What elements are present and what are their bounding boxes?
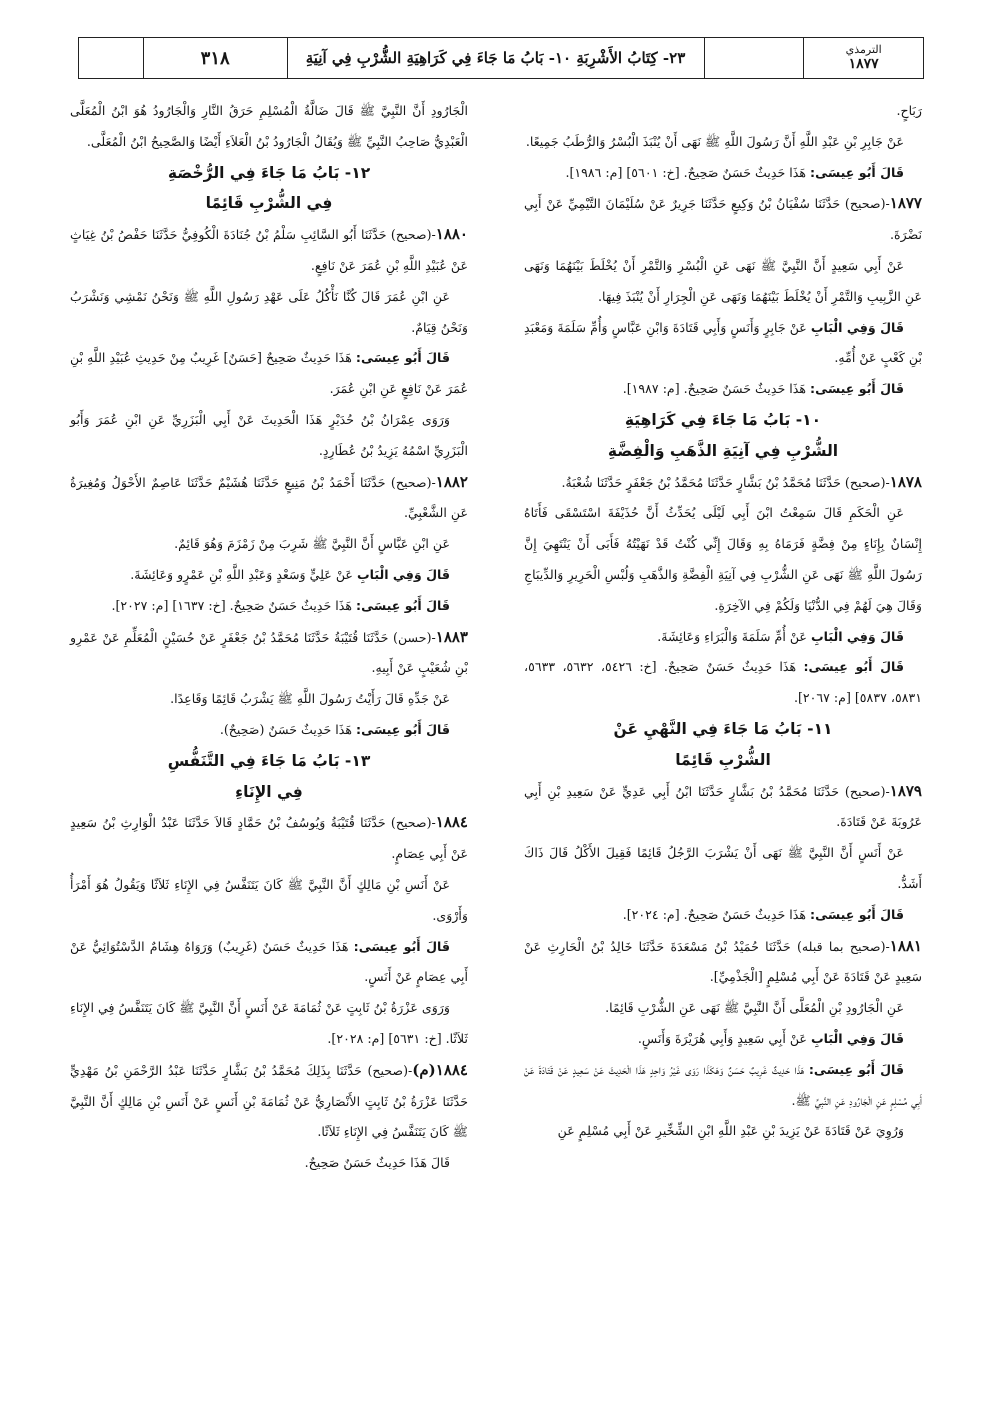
paragraph-text: قَالَ هَذَا حَدِيثٌ حَسَنٌ صَحِيحٌ.: [304, 1155, 450, 1171]
section-heading: ١٠- بَابُ مَا جَاءَ فِي كَرَاهِيَةِ: [624, 410, 822, 429]
paragraph: [70, 96, 468, 158]
paragraph-text: عَنِ الْجَارُودِ بْنِ الْمُعَلَّى أَنَّ النَّبِيَّ ﷺ نَهَى عَنِ الشُّرْبِ قَائِمًا.: [605, 1000, 904, 1016]
paragraph: [70, 807, 468, 870]
paragraph: [524, 1055, 922, 1117]
paragraph-text: عَنْ جَدِّهِ قَالَ رَأَيْتُ رَسُولَ اللَّهِ ﷺ يَشْرَبُ قَائِمًا وَقَاعِدًا.: [170, 691, 450, 707]
paragraph-text: -(صحيح) حَدَّثَنَا أَحْمَدُ بْنُ مَنِيعٍ حَدَّثَنَا هُشَيْمٌ حَدَّثَنَا عَاصِمٌ الأَحْوَلُ وَمُغِيرَةُ عَنِ الشَّعْبِيِّ.: [70, 474, 468, 521]
bold-lead-phrase: قَالَ وَفِي الْبَابِ: [810, 1030, 904, 1046]
bold-lead-phrase: قَالَ أَبُو عِيسَى:: [810, 906, 904, 922]
paragraph: [70, 1055, 468, 1148]
hadith-number: ١٨٧٧: [889, 194, 922, 213]
running-header: [78, 37, 924, 79]
paragraph: [524, 993, 922, 1024]
paragraph-text: عَنْ أُمِّ سَلَمَةَ وَالْبَرَاءِ وَعَائِشَةَ.: [657, 628, 811, 644]
bold-lead-phrase: قَالَ أَبُو عِيسَى:: [808, 1061, 904, 1077]
section-heading: الشُّرْبِ قَائِمًا: [675, 750, 771, 769]
paragraph-text: -(صحيح) حَدَّثَنَا مُحَمَّدُ بْنُ بَشَّارٍ حَدَّثَنَا مُحَمَّدُ بْنُ جَعْفَرٍ حَدَّثَنَا شُعْبَةُ.: [561, 474, 890, 490]
paragraph: [524, 251, 922, 313]
paragraph: [524, 652, 922, 714]
bold-lead-phrase: قَالَ أَبُو عِيسَى:: [355, 350, 450, 366]
paragraph: [70, 405, 468, 467]
bold-lead-phrase: قَالَ أَبُو عِيسَى:: [353, 938, 450, 954]
left-text-column: [70, 96, 468, 1179]
paragraph-text: -(حسن) حَدَّثَنَا قُتَيْبَةُ حَدَّثَنَا مُحَمَّدُ بْنُ جَعْفَرٍ عَنْ حُسَيْنٍ الْمُعَلِّمِ عَنْ عَمْرِو بْنِ شُعَيْبٍ عَنْ أَبِيهِ.: [70, 629, 468, 676]
section-heading: الشُّرْبِ فِي آنِيَةِ الذَّهَبِ وَالْفِضَّةِ: [607, 441, 839, 460]
paragraph-text: هَذَا حَدِيثٌ حَسَنٌ صَحِيحٌ. [خ: ١٦٣٧] [م: ٢٠٢٧].: [111, 597, 357, 613]
paragraph: [70, 529, 468, 560]
header-cell-empty: [704, 38, 804, 78]
paragraph: [70, 622, 468, 685]
paragraph: [70, 993, 468, 1055]
paragraph: [524, 467, 922, 499]
chapter-title: ٢٣- كِتَابُ الأَشْرِبَةِ ١٠- بَابُ مَا جَاءَ فِي كَرَاهِيَةِ الشُّرْبِ فِي آنِيَةِ: [287, 38, 704, 78]
paragraph-text: -(صحيح بما قبله) حَدَّثَنَا حُمَيْدُ بْنُ مَسْعَدَةَ حَدَّثَنَا خَالِدُ بْنُ الْحَارِثِ عَنْ سَعِيدٍ عَنْ قَتَادَةَ عَنْ أَبِي مُسْلِمٍ [الْجَذْمِيِّ].: [524, 938, 922, 985]
paragraph-text: عَنِ ابْنِ عُمَرَ قَالَ كُنَّا نَأْكُلُ عَلَى عَهْدِ رَسُولِ اللَّهِ ﷺ وَنَحْنُ نَمْشِي وَنَشْرَبُ وَنَحْنُ قِيَامٌ.: [70, 288, 468, 335]
paragraph: [524, 158, 922, 189]
paragraph-text: وَرَوَى عِمْرَانُ بْنُ حُدَيْرٍ هَذَا الْحَدِيثَ عَنْ أَبِي الْبَزَرِيِّ عَنِ ابْنِ عُمَرَ وَأَبُو الْبَزَرِيِّ اسْمُهُ يَزِيدُ بْنُ عُطَارِدٍ.: [70, 411, 468, 458]
paragraph-text: عَنْ أَبِي سَعِيدٍ أَنَّ النَّبِيَّ ﷺ نَهَى عَنِ الْبُسْرِ وَالتَّمْرِ أَنْ يُخْلَطَ بَيْنَهُمَا وَنَهَى عَنِ الزَّبِيبِ وَالتَّمْرِ أَنْ يُخْلَطَ بَيْنَهُمَا وَنَهَى عَنِ الْجِرَارِ أَنْ يُنْبَذَ فِيهَا.: [524, 257, 922, 304]
bold-lead-phrase: قَالَ أَبُو عِيسَى:: [810, 164, 904, 180]
hadith-range-number: ١٨٧٧: [848, 56, 879, 73]
paragraph: [70, 282, 468, 344]
bold-lead-phrase: قَالَ أَبُو عِيسَى:: [356, 721, 450, 737]
hadith-number: ١٨٨٣: [435, 627, 468, 646]
hadith-number: ١٨٨٠: [435, 225, 468, 244]
paragraph-text: هَذَا حَدِيثٌ حَسَنٌ صَحِيحٌ. [خ: ٥٦٠١] [م: ١٩٨٦].: [565, 164, 811, 180]
paragraph-text: -(صحيح) حَدَّثَنَا سُفْيَانُ بْنُ وَكِيعٍ حَدَّثَنَا جَرِيرٌ عَنْ سُلَيْمَانَ التَّيْمِيِّ عَنْ أَبِي نَضْرَةَ.: [524, 196, 922, 243]
paragraph-text: هَذَا حَدِيثٌ حَسَنٌ (غَرِيبٌ) وَرَوَاهُ هِشَامٌ الدَّسْتُوَائِيُّ عَنْ أَبِي عِصَامٍ عَنْ أَنَسٍ.: [70, 938, 468, 985]
paragraph: [524, 776, 922, 839]
paragraph-text: الْجَارُودِ أَنَّ النَّبِيَّ ﷺ قَالَ ضَالَّةُ الْمُسْلِمِ حَرَقُ النَّارِ وَالْجَارُودُ هُوَ ابْنُ الْمُعَلَّى الْعَبْدِيُّ صَاحِبُ النَّبِيِّ ﷺ وَيُقَالُ الْجَارُودُ بْنُ الْعَلاَءِ أَيْضًا وَالصَّحِيحُ ابْنُ الْمُعَلَّى.: [70, 103, 468, 149]
paragraph-text: هَذَا حَدِيثٌ حَسَنٌ صَحِيحٌ. [خ: ٥٤٢٦، ٥٦٣٢، ٥٦٣٣، ٥٨٣١، ٥٨٣٧] [م: ٢٠٦٧].: [524, 659, 922, 706]
paragraph-text: عَنْ أَبِي سَعِيدٍ وَأَبِي هُرَيْرَةَ وَأَنَسٍ.: [637, 1030, 811, 1046]
hadith-number: ١٨٧٨: [889, 472, 922, 491]
paragraph-text: هَذَا حَدِيثٌ صَحِيحٌ [حَسَنٌ] غَرِيبٌ مِنْ حَدِيثِ عُبَيْدِ اللَّهِ بْنِ عُمَرَ عَنْ نَافِعٍ عَنِ ابْنِ عُمَرَ.: [70, 350, 468, 397]
paragraph-text: هَذَا حَدِيثٌ حَسَنٌ صَحِيحٌ. [م: ٢٠٢٤].: [622, 906, 811, 922]
paragraph: [70, 715, 468, 746]
paragraph: [524, 188, 922, 251]
paragraph: [70, 1148, 468, 1179]
section-heading: ١٢- بَابُ مَا جَاءَ فِي الرُّخْصَةِ: [167, 163, 371, 182]
section-heading: فِي الإِنَاءِ: [235, 782, 303, 801]
paragraph-text: هَذَا حَدِيثٌ حَسَنٌ (صَحِيحٌ).: [219, 721, 357, 737]
paragraph: [70, 467, 468, 530]
paragraph-text: عَنْ عَلِيٍّ وَسَعْدٍ وَعَبْدِ اللَّهِ بْنِ عَمْرٍو وَعَائِشَةَ.: [130, 566, 357, 582]
paragraph-text: عَنْ جَابِرٍ وَأَنَسٍ وَأَبِي قَتَادَةَ وَابْنِ عَبَّاسٍ وَأُمِّ سَلَمَةَ وَمَعْبَدِ بْنِ كَعْبٍ عَنْ أُمِّهِ.: [524, 319, 922, 366]
paragraph: [70, 684, 468, 715]
paragraph: [70, 932, 468, 994]
page-number: ٣١٨: [143, 38, 287, 78]
paragraph: [524, 96, 922, 127]
bold-lead-phrase: قَالَ أَبُو عِيسَى:: [356, 597, 450, 613]
right-text-column: [524, 96, 922, 1147]
paragraph-text: عَنْ أَنَسٍ أَنَّ النَّبِيَّ ﷺ نَهَى أَنْ يَشْرَبَ الرَّجُلُ قَائِمًا فَقِيلَ الأَكْلُ قَالَ ذَاكَ أَشَدُّ.: [524, 845, 922, 891]
paragraph-text: -(صحيح) حَدَّثَنَا أَبُو السَّائِبِ سَلْمُ بْنُ جُنَادَةَ الْكُوفِيُّ حَدَّثَنَا حَفْصُ بْنُ غِيَاثٍ عَنْ عُبَيْدِ اللَّهِ بْنِ عُمَرَ عَنْ نَافِعٍ.: [70, 227, 468, 273]
hadith-number: ١٨٨٤(م): [412, 1060, 468, 1079]
bold-lead-phrase: قَالَ وَفِي الْبَابِ: [356, 566, 450, 582]
paragraph-text: عَنْ جَابِرِ بْنِ عَبْدِ اللَّهِ أَنَّ رَسُولَ اللَّهِ ﷺ نَهَى أَنْ يُنْبَذَ الْبُسْرُ وَالرُّطَبُ جَمِيعًا.: [525, 133, 904, 149]
paragraph-text: وَرُوِيَ عَنْ قَتَادَةَ عَنْ يَزِيدَ بْنِ عَبْدِ اللَّهِ ابْنِ الشِّخِّيرِ عَنْ أَبِي مُسْلِمٍ عَنِ: [557, 1123, 904, 1139]
paragraph-text: عَنِ ابْنِ عَبَّاسٍ أَنَّ النَّبِيَّ ﷺ شَرِبَ مِنْ زَمْزَمَ وَهُوَ قَائِمٌ.: [174, 536, 450, 552]
paragraph: [524, 498, 922, 621]
paragraph-text: -(صحيح) حَدَّثَنَا مُحَمَّدُ بْنُ بَشَّارٍ حَدَّثَنَا ابْنُ أَبِي عَدِيٍّ عَنْ سَعِيدِ بْنِ أَبِي عَرُوبَةَ عَنْ قَتَادَةَ.: [524, 783, 922, 830]
bold-lead-phrase: قَالَ أَبُو عِيسَى:: [810, 381, 904, 397]
paragraph: [70, 560, 468, 591]
paragraph-text: هَذَا حَدِيثٌ حَسَنٌ صَحِيحٌ. [م: ١٩٨٧].: [622, 381, 811, 397]
section-heading: ١١- بَابُ مَا جَاءَ فِي النَّهْيِ عَنْ: [613, 719, 833, 738]
paragraph-text: -(صحيح) حَدَّثَنَا بِذَلِكَ مُحَمَّدُ بْنُ بَشَّارٍ حَدَّثَنَا عَبْدُ الرَّحْمَنِ بْنُ مَهْدِيٍّ حَدَّثَنَا عَزْرَةُ بْنُ ثَابِتٍ الأَنْصَارِيُّ عَنْ ثُمَامَةَ بْنِ أَنَسٍ عَنْ أَنَسِ بْنِ مَالِكٍ أَنَّ النَّبِيَّ ﷺ كَانَ يَتَنَفَّسُ فِي الإِنَاءِ ثَلاَثًا.: [70, 1062, 468, 1140]
section-heading: ١٣- بَابُ مَا جَاءَ فِي التَّنَفُّسِ: [167, 751, 371, 770]
bold-lead-phrase: قَالَ وَفِي الْبَابِ: [810, 628, 904, 644]
paragraph: [524, 1116, 922, 1147]
paragraph: [70, 219, 468, 282]
paragraph: [524, 374, 922, 405]
paragraph: [70, 343, 468, 405]
paragraph: [524, 313, 922, 375]
paragraph-text: عَنْ أَنَسِ بْنِ مَالِكٍ أَنَّ النَّبِيَّ ﷺ كَانَ يَتَنَفَّسُ فِي الإِنَاءِ ثَلاَثًا وَيَقُولُ هُوَ أَمْرَأُ وَأَرْوَى.: [70, 876, 468, 923]
paragraph-text: هَذَا حَدِيثٌ غَرِيبٌ حَسَنٌ وَهَكَذَا رَوَى غَيْرُ وَاحِدٍ هَذَا الْحَدِيثَ عَنْ سَعِيدٍ عَنْ قَتَادَةَ عَنْ أَبِي مُسْلِمٍ عَنِ الْجَارُودِ عَنِ النَّبِيِّ ﷺ.: [524, 1061, 922, 1108]
book-name: الترمذي: [845, 42, 882, 56]
hadith-number: ١٨٨٢: [435, 472, 468, 491]
book-reference: [803, 38, 923, 78]
hadith-number: ١٨٨٤: [435, 813, 468, 832]
bold-lead-phrase: قَالَ أَبُو عِيسَى:: [803, 659, 905, 675]
paragraph-text: وَرَوَى عَزْرَةُ بْنُ ثَابِتٍ عَنْ ثُمَامَةَ عَنْ أَنَسٍ أَنَّ النَّبِيَّ ﷺ كَانَ يَتَنَفَّسُ فِي الإِنَاءِ ثَلاَثًا. [خ: ٥٦٣١] [م: ٢٠٢٨].: [70, 1000, 468, 1046]
paragraph: [524, 838, 922, 900]
paragraph: [524, 900, 922, 931]
paragraph-text: عَنِ الْحَكَمِ قَالَ سَمِعْتُ ابْنَ أَبِي لَيْلَى يُحَدِّثُ أَنَّ حُذَيْفَةَ اسْتَسْقَى فَأَتَاهُ إِنْسَانٌ بِإِنَاءٍ مِنْ فِضَّةٍ فَرَمَاهُ بِهِ وَقَالَ إِنِّي كُنْتُ قَدْ نَهَيْتُهُ فَأَبَى أَنْ يَنْتَهِيَ إِنَّ رَسُولَ اللَّهِ ﷺ نَهَى عَنِ الشُّرْبِ فِي آنِيَةِ الْفِضَّةِ وَالذَّهَبِ وَلُبْسِ الْحَرِيرِ وَالدِّيبَاجِ وَقَالَ هِيَ لَهُمْ فِي الدُّنْيَا وَلَكُمْ فِي الآخِرَةِ.: [524, 505, 922, 613]
paragraph-text: -(صحيح) حَدَّثَنَا قُتَيْبَةُ وَيُوسُفُ بْنُ حَمَّادٍ قَالاَ حَدَّثَنَا عَبْدُ الْوَارِثِ بْنُ سَعِيدٍ عَنْ أَبِي عِصَامٍ.: [70, 815, 468, 862]
paragraph: [524, 931, 922, 994]
paragraph: [70, 870, 468, 932]
hadith-number: ١٨٧٩: [889, 781, 922, 800]
paragraph: [524, 622, 922, 653]
hadith-number: ١٨٨١: [889, 936, 922, 955]
section-heading: فِي الشُّرْبِ قَائِمًا: [205, 194, 333, 213]
paragraph: [70, 591, 468, 622]
paragraph: [524, 127, 922, 158]
bold-lead-phrase: قَالَ وَفِي الْبَابِ: [810, 319, 904, 335]
header-cell-empty: [79, 38, 143, 78]
paragraph-text: رَبَاحٍ.: [896, 103, 922, 118]
paragraph: [524, 1024, 922, 1055]
